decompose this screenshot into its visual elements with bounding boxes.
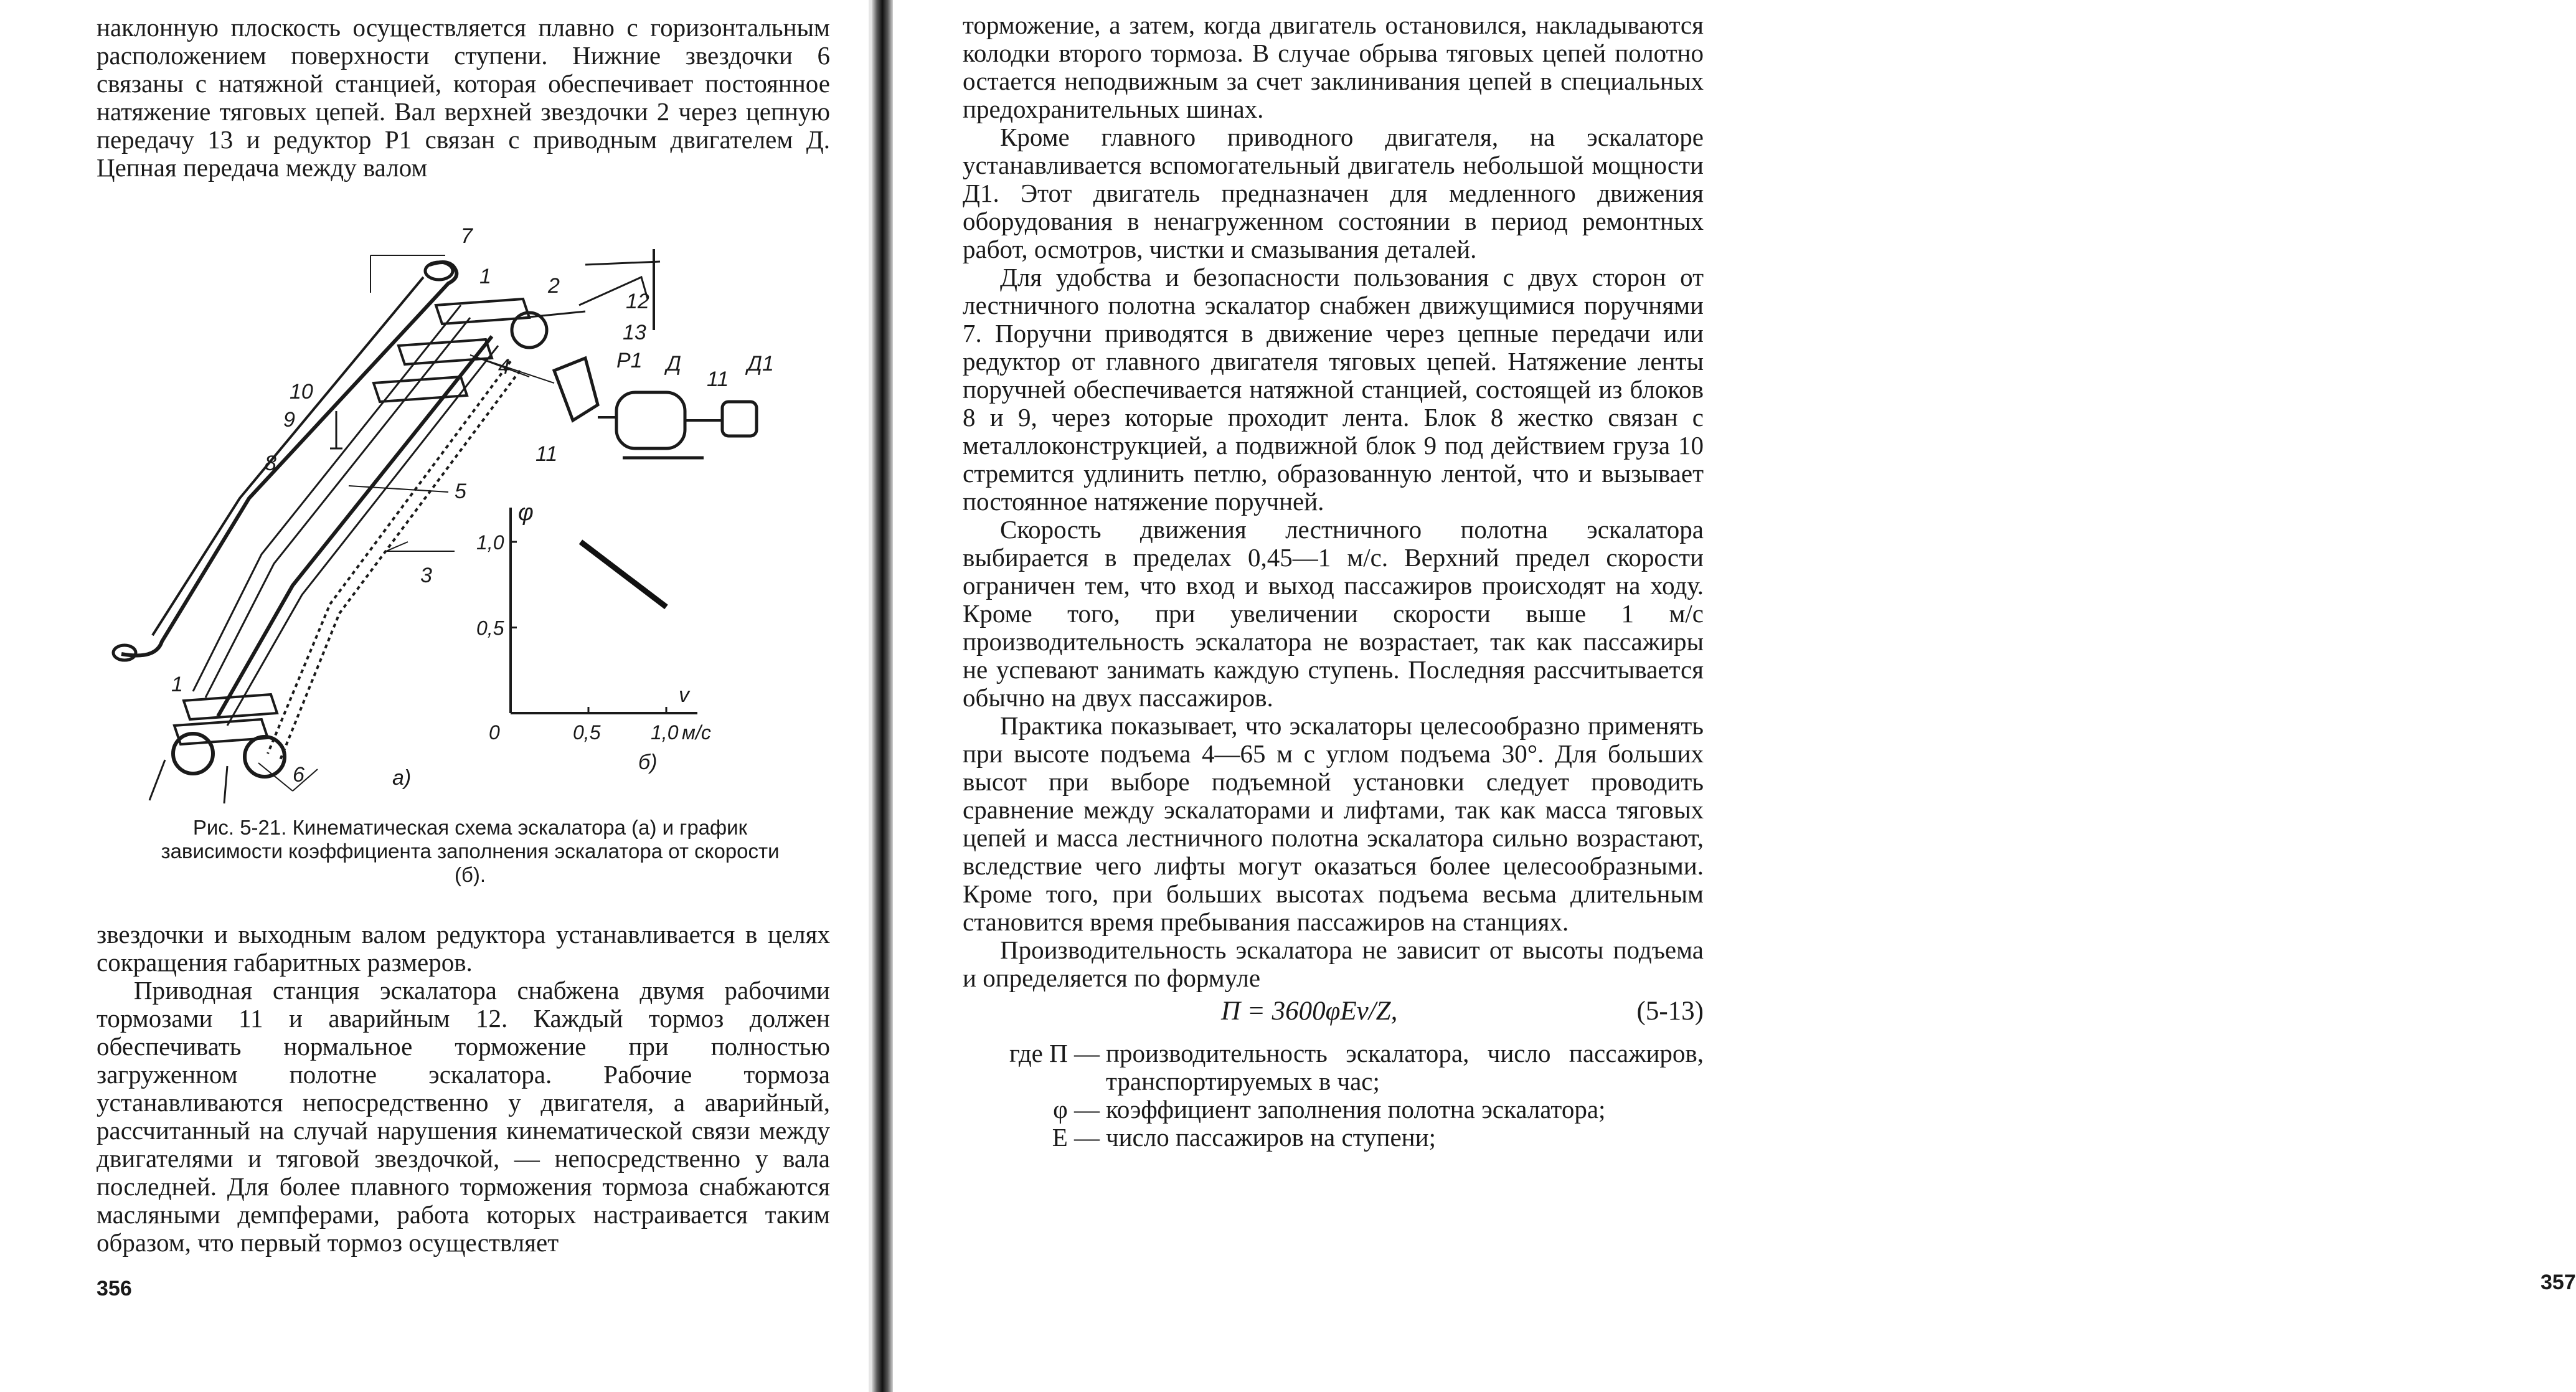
label-5: 5 xyxy=(455,480,466,503)
label-8: 8 xyxy=(265,452,276,475)
formula-number: (5-13) xyxy=(1636,997,1704,1026)
label-2: 2 xyxy=(548,274,560,298)
left-page xyxy=(0,0,875,1392)
paragraph-text: наклонную плоскость осуществляется плавно с горизонтальным расположением поверхности ступени. Нижние звездочки 6 связаны с натяжной станцией, которая обеспечивает постоянное натяжение тяговых цепей. Вал верхней звездочки 2 через цепную передачу 13 и редуктор Р1 связан с приводным двигателем Д. Цепная передача между валом xyxy=(97,13,830,182)
paragraph-text: Практика показывает, что эскалаторы целесообразно применять при высоте подъема 4—65 м с углом подъема 30°. Для больших высот при выборе подъемной установки следует проводить сравнение между эскалаторами и лифтами, так как масса тяговых цепей и масса лестничного полотна эскалатора сильно возрастают, вследствие чего лифты могут оказаться более целесообразными. Кроме того, при больших высотах подъема весьма длительным становится время пребывания пассажиров на станциях. xyxy=(963,711,1704,936)
variable-definitions xyxy=(963,1039,1704,1152)
label-1-top: 1 xyxy=(479,265,491,288)
label-d1: Д1 xyxy=(747,352,774,376)
label-11-top: 11 xyxy=(707,367,729,391)
definition-text: число пассажиров на ступени; xyxy=(1106,1123,1436,1152)
y-tick-label: 1,0 xyxy=(476,531,504,554)
label-part-b: б) xyxy=(638,750,658,774)
definition-text: производительность эскалатора, число пассажиров, транспортируемых в час; xyxy=(1106,1039,1704,1096)
handrail-line xyxy=(121,262,456,656)
definition-row xyxy=(963,1124,1704,1152)
label-11-bottom: 11 xyxy=(535,442,558,466)
page-number-left: 356 xyxy=(97,1277,132,1300)
left-bottom-text xyxy=(97,921,830,1257)
label-part-a: а) xyxy=(392,766,412,790)
label-r1: Р1 xyxy=(616,349,643,372)
definition-row xyxy=(963,1096,1704,1124)
label-1-bottom: 1 xyxy=(171,673,183,696)
bottom-sprocket-left xyxy=(173,734,213,774)
left-top-paragraph xyxy=(97,14,830,182)
paragraph-text: Производительность эскалатора не зависит от высоты подъема и определяется по формуле xyxy=(963,935,1704,992)
label-7: 7 xyxy=(461,224,473,248)
handrail-top-pulley xyxy=(425,262,453,280)
x-axis-unit: м/с xyxy=(682,721,711,744)
definition-text: коэффициент заполнения полотна эскалатора; xyxy=(1106,1095,1606,1124)
reducer-r1 xyxy=(554,358,598,420)
definition-symbol: E — xyxy=(1052,1123,1100,1152)
right-text-column xyxy=(963,11,1704,1152)
label-9: 9 xyxy=(283,408,295,432)
paragraph-text: Скорость движения лестничного полотна эскалатора выбирается в пределах 0,45—1 м/с. Верхний предел скорости ограничен тем, что вход и выход пассажиров происходят на ходу. Кроме того, при увеличении скорости выше 1 м/с производительность эскалатора не возрастает, так как пассажиры не успевают занимать каждую ступень. Последняя рассчитывается обычно на двух пассажиров. xyxy=(963,515,1704,712)
aux-motor-d1 xyxy=(722,402,757,436)
paragraph-text: торможение, а затем, когда двигатель остановился, накладываются колодки второго тормоза. В случае обрыва тяговых цепей полотно остается неподвижным за счет заклинивания цепей в специальных предохранительных шинах. xyxy=(963,11,1704,123)
bottom-sprocket-right xyxy=(245,737,285,777)
fill-factor-chart xyxy=(476,500,711,744)
x-tick-label: 1,0 xyxy=(651,721,679,744)
definition-row xyxy=(963,1039,1704,1096)
x-tick-label: 0 xyxy=(489,721,500,744)
label-d: Д xyxy=(666,352,681,376)
formula-row xyxy=(963,997,1704,1035)
label-3: 3 xyxy=(420,564,432,587)
y-tick-label: 0,5 xyxy=(476,617,504,640)
formula: П = 3600φEv/Z, xyxy=(1221,997,1398,1026)
label-6: 6 xyxy=(293,763,304,787)
label-13: 13 xyxy=(623,321,646,344)
paragraph-text: Приводная станция эскалатора снабжена двумя рабочими тормозами 11 и аварийным 12. Каждый тормоз должен обеспечивать нормальное торможение при полностью загруженном полотне эскалатора. Рабочие тормоза устанавливаются непосредственно у двигателя, а аварийный, рассчитанный на случай нарушения кинематической связи между двигателями и тяговой звездочкой, — непосредственно у вала последней. Для более плавного торможения тормоза снабжаются масляными демпферами, работа которых настраивается таким образом, что первый тормоз осуществляет xyxy=(97,976,830,1257)
definition-symbol: где П — xyxy=(1009,1039,1100,1068)
label-4: 4 xyxy=(498,355,510,379)
label-12: 12 xyxy=(626,290,649,313)
page-number-right: 357 xyxy=(2541,1271,2576,1294)
definition-symbol: φ — xyxy=(1053,1095,1100,1124)
main-motor-d xyxy=(616,392,685,448)
figure-caption: Рис. 5-21. Кинематическая схема эскалатора (а) и график зависимости коэффициента заполнения эскалатора от скорости (б). xyxy=(161,816,780,886)
paragraph-text: звездочки и выходным валом редуктора устанавливается в целях сокращения габаритных размеров. xyxy=(97,920,830,977)
paragraph-text: Для удобства и безопасности пользования с двух сторон от лестничного полотна эскалатор снабжен движущимися поручнями 7. Поручни приводятся в движение через цепные передачи или редуктор от главного двигателя тяговых цепей. Натяжение ленты поручней обеспечивается натяжной станцией, состоящей из блоков 8 и 9, через которые проходит лента. Блок 8 жестко связан с металлоконструкцией, а подвижной блок 9 под действием груза 10 стремится удлинить петлю, образованную лентой, что и вызывает постоянное натяжение поручней. xyxy=(963,263,1704,516)
escalator-figure xyxy=(125,206,809,803)
paragraph-text: Кроме главного приводного двигателя, на эскалаторе устанавливается вспомогательный двигатель небольшой мощности Д1. Этот двигатель предназначен для медленного движения оборудования в ненагруженном состоянии в период ремонтных работ, осмотров, чистки и смазывания деталей. xyxy=(963,123,1704,263)
series-line xyxy=(581,542,667,607)
y-axis-label: φ xyxy=(518,500,534,526)
escalator-schematic xyxy=(113,249,757,803)
x-axis-label: v xyxy=(679,683,689,707)
x-tick-label: 0,5 xyxy=(573,721,601,744)
label-10: 10 xyxy=(290,380,313,404)
right-page xyxy=(883,0,2576,1392)
